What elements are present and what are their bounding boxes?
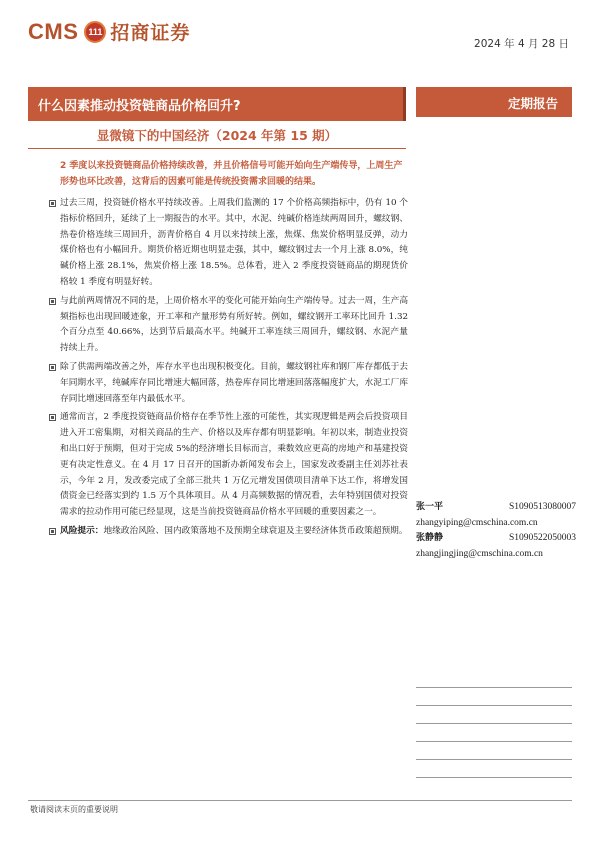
checkbox-bullet-icon bbox=[49, 298, 56, 305]
side-divider bbox=[416, 741, 572, 742]
logo-chinese: 招商证券 bbox=[110, 22, 191, 44]
risk-bullet bbox=[60, 524, 408, 540]
risk-text: 地缘政治风险、国内政策落地不及预期全球衰退及主要经济体货币政策超预期。 bbox=[103, 525, 408, 536]
footer-note: 敬请阅读末页的重要说明 bbox=[30, 805, 118, 814]
side-divider bbox=[416, 723, 572, 724]
report-type-label: 定期报告 bbox=[507, 96, 558, 111]
checkbox-bullet-icon bbox=[49, 200, 56, 207]
author-row bbox=[416, 531, 576, 547]
report-date: 2024 年 4 月 28 日 bbox=[474, 38, 569, 50]
summary-paragraph: 2 季度以来投资链商品价格持续改善，并且价格信号可能开始向生产端传导，上周生产形势也环比改善，这背后的因素可能是传统投资需求回暖的结果。 bbox=[60, 161, 403, 187]
side-divider bbox=[416, 705, 572, 706]
bullet-item bbox=[60, 196, 408, 291]
bullet-item bbox=[60, 410, 408, 521]
author-row bbox=[416, 500, 576, 516]
author-name: 张一平 bbox=[416, 502, 444, 512]
checkbox-bullet-icon bbox=[49, 414, 56, 421]
company-logo bbox=[28, 18, 190, 45]
logo-latin: CMS bbox=[28, 18, 79, 44]
author-license: S1090513080007 bbox=[508, 502, 576, 512]
bullet-text: 通常而言，2 季度投资链商品价格存在季节性上涨的可能性，其实现逻辑是两会后投资项目进入开工密集期，对相关商品的生产、价格以及库存都有明显影响。年初以来，制造业投资和出口好于预期，但对于完成 5%的经济增长目标而言，乘数效应更高的房地产和基建投资更有决定性意义。在 4 月 17 日召开的国新办新闻发布会上，国家发改委副主任刘苏社表示，今年 2 月，发改委完成了全部三批共 1 万亿元增发国债项目清单下达工作，将增发国债资金已经落实到约 1.5 万个具体项目。从 4 月高频数据的情况看，去年特别国债对投资需求的拉动作用可能已经显现，这是当前投资链商品价格水平回暖的重要因素之一。 bbox=[60, 412, 408, 518]
report-subtitle: 显微镜下的中国经济（2024 年第 15 期） bbox=[96, 128, 338, 143]
footer-divider bbox=[28, 800, 572, 801]
author-email[interactable]: zhangyiping@cmschina.com.cn bbox=[416, 517, 538, 528]
author-email[interactable]: zhangjingjing@cmschina.com.cn bbox=[416, 548, 543, 559]
author-license: S1090522050003 bbox=[508, 533, 576, 543]
author-name: 张静静 bbox=[416, 533, 444, 543]
checkbox-bullet-icon bbox=[49, 364, 56, 371]
logo-mark-icon: 111 bbox=[84, 21, 106, 43]
report-title: 什么因素推动投资链商品价格回升? bbox=[38, 99, 241, 114]
body-bullets bbox=[60, 196, 408, 543]
side-divider bbox=[416, 759, 572, 760]
title-divider bbox=[28, 148, 406, 149]
title-banner bbox=[28, 87, 406, 121]
author-block bbox=[416, 500, 576, 562]
risk-label: 风险提示： bbox=[60, 525, 104, 536]
bullet-text: 过去三周，投资链价格水平持续改善。上周我们监测的 17 个价格高频指标中，仍有 10 个指标价格回升，延续了上一期报告的水平。其中，水泥、纯碱价格连续两周回升，螺纹钢、热卷价格连续三周回升，沥青价格自 4 月以来持续上涨，焦煤、焦炭价格明显反弹，动力煤价格也有小幅回升。期货价格近期也明显走强，其中，螺纹钢过去一个月上涨 8.0%，纯碱价格上涨 28.1%，焦炭价格上涨 18.5%。总体看，进入 2 季度投资链商品的期现货价格较 1 季度有明显好转。 bbox=[60, 198, 408, 287]
bullet-item bbox=[60, 294, 408, 357]
side-divider bbox=[416, 687, 572, 688]
checkbox-bullet-icon bbox=[49, 528, 56, 535]
report-type-banner bbox=[416, 87, 572, 117]
bullet-item bbox=[60, 360, 408, 407]
side-divider bbox=[416, 777, 572, 778]
bullet-text: 与此前两周情况不同的是，上周价格水平的变化可能开始向生产端传导。过去一周，生产高频指标也出现回暖迹象，开工率和产量形势有所好转。例如，螺纹钢开工率环比回升 1.32 个百分点至 40.66%，达到节后最高水平。纯碱开工率连续三周回升，螺纹钢、水泥产量持续上升。 bbox=[60, 295, 408, 354]
bullet-text: 除了供需两端改善之外，库存水平也出现积极变化。目前，螺纹钢社库和钢厂库存都低于去年同期水平，纯碱库存同比增速大幅回落，热卷库存同比增速回落落幅度扩大，水泥工厂库存同比增速回落至年内最低水平。 bbox=[60, 361, 408, 404]
